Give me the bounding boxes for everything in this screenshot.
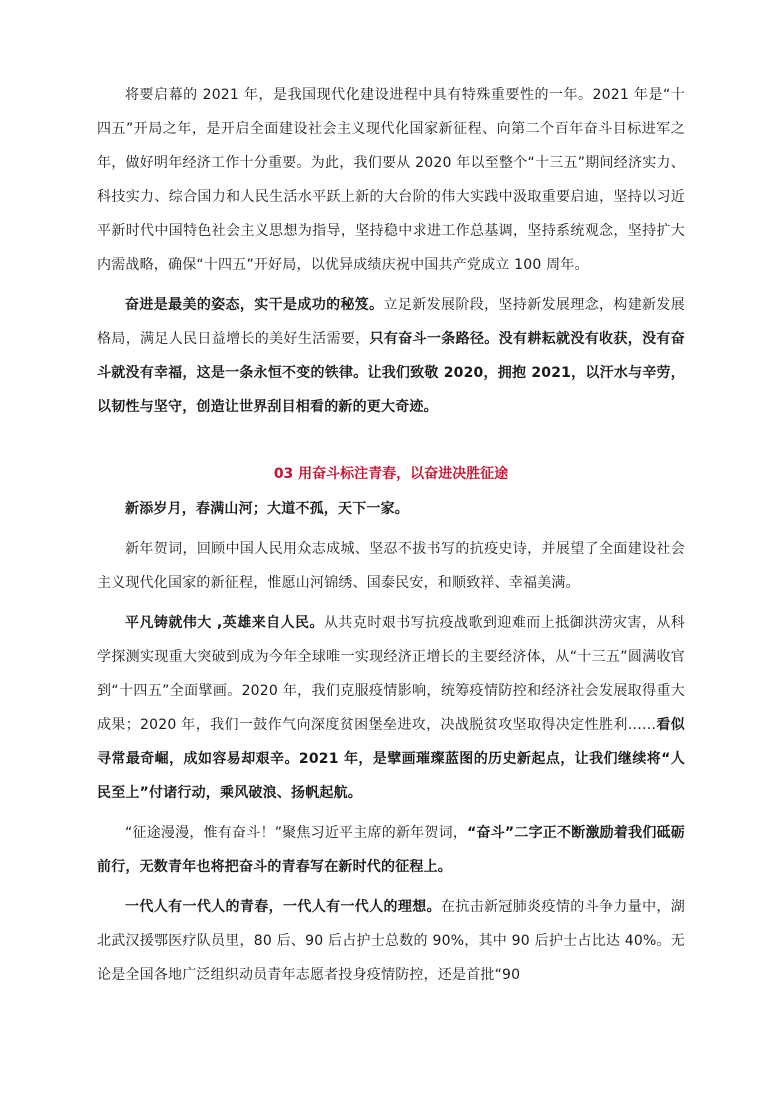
bold-lead-sentence: 一代人有一代人的青春，一代人有一代人的理想。	[125, 899, 441, 915]
paragraph-text: 将要启幕的 2021 年，是我国现代化建设进程中具有特殊重要性的一年。2021 年是“十四五”开局之年，是开启全面建设社会主义现代化国家新征程、向第二个百年奋斗目标进军之年，做好明年经济工作十分重要。为此，我们要从 2020 年以至整个“十三五”期间经济实力、科技实力、综合国力和人民生活水平跃上新的大台阶的伟大实践中汲取重要启迪，坚持以习近平新时代中国特色社会主义思想为指导，坚持稳中求进工作总基调，坚持系统观念，坚持扩大内需战略，确保“十四五”开好局，以优异成绩庆祝中国共产党成立 100 周年。	[97, 87, 685, 273]
paragraph-struggle	[97, 816, 685, 884]
document-page	[97, 78, 685, 998]
bold-lead-sentence: 奋进是最美的姿态，实干是成功的秘笈。	[125, 297, 384, 313]
paragraph-text: “征途漫漫，惟有奋斗！”聚焦习近平主席的新年贺词，	[125, 825, 468, 841]
paragraph-striving	[97, 288, 685, 424]
bold-closing-text: “奋斗”二字正不断激励着我们砥砺前行，无数青年也将把奋斗的青春写在新时代的征程上。	[97, 825, 685, 875]
paragraph-text: 立足新发展阶段，坚持新发展理念，构建新发展格局，满足人民日益增长的美好生活需要，	[97, 297, 685, 347]
section-spacer	[97, 430, 685, 458]
paragraph-new-year-address	[97, 532, 685, 600]
paragraph-new-year-line: 新添岁月，春满山河；大道不孤，天下一家。	[125, 501, 409, 517]
bold-closing-text: 看似寻常最奇崛，成如容易却艰辛。2021 年，是擘画璀璨蓝图的历史新起点，让我们继续将“人民至上”付诸行动，乘风破浪、扬帆起航。	[97, 717, 685, 801]
paragraph-text: 从共克时艰书写抗疫战歌到迎难而上抵御洪涝灾害，从科学探测实现重大突破到成为今年全球唯一实现经济正增长的主要经济体，从“十三五”圆满收官到“十四五”全面擘画。2020 年，我们克服疫情影响，统筹疫情防控和经济社会发展取得重大成果；2020 年，我们一鼓作气向深度贫困堡垒进攻，决战脱贫攻坚取得决定性胜利……	[97, 615, 685, 733]
paragraph-text: 新年贺词，回顾中国人民用众志成城、坚忍不拔书写的抗疫史诗，并展望了全面建设社会主义现代化国家的新征程，惟愿山河锦绣、国泰民安，和顺致祥、幸福美满。	[97, 541, 685, 591]
bold-closing-text: 只有奋斗一条路径。没有耕耘就没有收获，没有奋斗就没有幸福，这是一条永恒不变的铁律。让我们致敬 2020，拥抱 2021，以汗水与辛劳，以韧性与坚守，创造让世界刮目相看的新的更大奇迹。	[97, 331, 685, 415]
paragraph-text: 在抗击新冠肺炎疫情的斗争力量中，湖北武汉援鄂医疗队员里，80 后、90 后占护士总数的 90%，其中 90 后护士占比达 40%。无论是全国各地广泛组织动员青年志愿者投身疫情防控，还是首批“90	[97, 899, 685, 983]
paragraph-youth	[97, 890, 685, 992]
bold-lead-sentence: 平凡铸就伟大 ,英雄来自人民。	[125, 615, 324, 631]
section-heading: 03 用奋斗标注青春，以奋进决胜征途	[273, 466, 509, 482]
paragraph-2021-outlook	[97, 78, 685, 282]
paragraph-heroes	[97, 606, 685, 810]
